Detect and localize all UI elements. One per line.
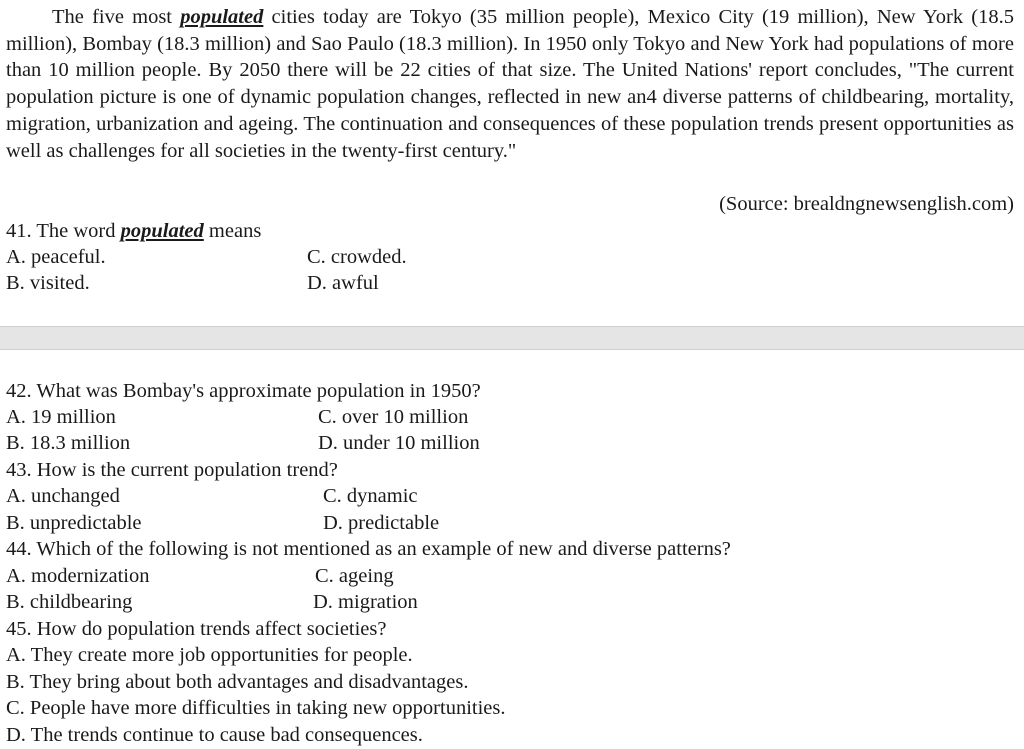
- question-42-option-a: A. 19 million: [6, 406, 116, 428]
- question-43-option-d: D. predictable: [323, 512, 440, 534]
- question-42-stem: 42. What was Bombay's approximate population in 1950?: [6, 380, 481, 402]
- passage-text-start: The five most: [52, 6, 181, 28]
- question-41-option-d: D. awful: [307, 272, 379, 294]
- question-45-option-a: A. They create more job opportunities for people.: [6, 644, 413, 666]
- reading-passage: [6, 4, 1014, 164]
- question-41-keyword: populated: [120, 220, 204, 242]
- question-41-suffix: means: [203, 220, 262, 242]
- question-42-option-d: D. under 10 million: [318, 432, 480, 454]
- question-44-option-b: B. childbearing: [6, 591, 133, 613]
- question-41-option-c: C. crowded.: [307, 246, 407, 268]
- question-45-option-b: B. They bring about both advantages and disadvantages.: [6, 671, 469, 693]
- question-43-option-a: A. unchanged: [6, 485, 120, 507]
- passage-keyword: populated: [180, 6, 264, 28]
- question-44-option-c: C. ageing: [315, 565, 394, 587]
- question-41-stem: [6, 218, 261, 245]
- question-44-option-a: A. modernization: [6, 565, 150, 587]
- bottom-document-image: [0, 350, 1024, 749]
- question-42-option-b: B. 18.3 million: [6, 432, 131, 454]
- passage-text-rest: cities today are Tokyo (35 million people), Mexico City (19 million), New York (18.5 million), Bombay (18.3 million) and Sao Paulo (18.3 million). In 1950 only Tokyo and New York had populations of more than 10 million people. By 2050 there will be 22 cities of that size. The United Nations' report concludes, "The current population picture is one of dynamic population changes, reflected in new an4 diverse patterns of childbearing, mortality, migration, urbanization and ageing. The continuation and consequences of these population trends present opportunities as well as challenges for all societies in the twenty-first century.": [6, 6, 1014, 162]
- question-43-option-b: B. unpredictable: [6, 512, 142, 534]
- question-45-stem: 45. How do population trends affect societies?: [6, 618, 387, 640]
- source-citation: (Source: brealdngnewsenglish.com): [719, 193, 1014, 215]
- question-41-option-a: A. peaceful.: [6, 246, 106, 268]
- question-45-option-d: D. The trends continue to cause bad consequences.: [6, 724, 423, 746]
- question-43-stem: 43. How is the current population trend?: [6, 459, 338, 481]
- top-document-image: [0, 0, 1024, 326]
- question-41-option-b: B. visited.: [6, 272, 90, 294]
- question-43-option-c: C. dynamic: [323, 485, 418, 507]
- image-divider: [0, 326, 1024, 350]
- question-42-option-c: C. over 10 million: [318, 406, 469, 428]
- question-41-prefix: 41. The word: [6, 220, 121, 242]
- question-45-option-c: C. People have more difficulties in taking new opportunities.: [6, 697, 506, 719]
- question-44-stem: 44. Which of the following is not mentioned as an example of new and diverse patterns?: [6, 538, 731, 560]
- question-44-option-d: D. migration: [313, 591, 418, 613]
